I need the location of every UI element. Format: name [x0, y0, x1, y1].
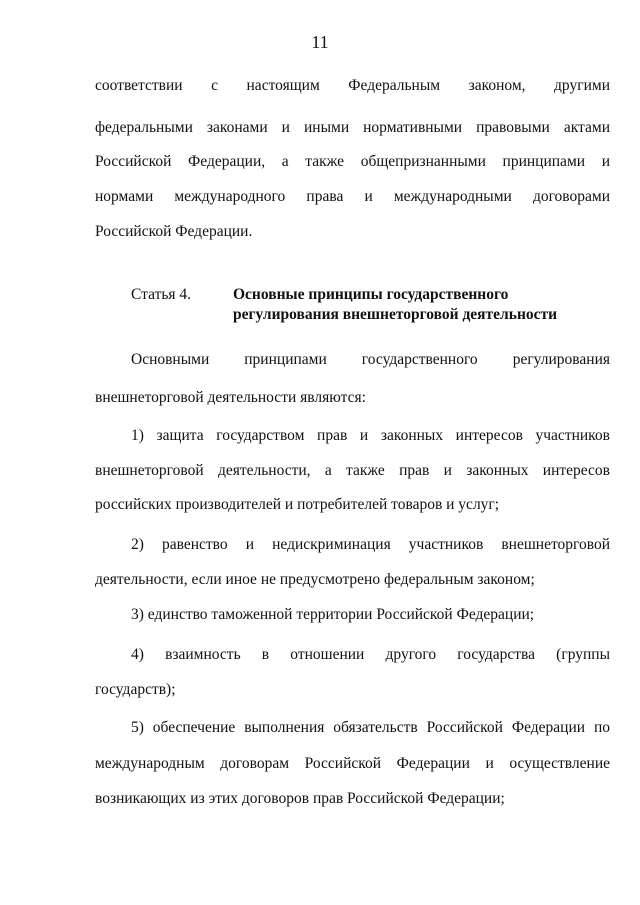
body-line-7: деятельности, если иное не предусмотрено федеральным законом; [95, 571, 535, 588]
intro-line-5: Российской Федерации. [95, 223, 253, 240]
body-line-10: государств); [95, 681, 176, 698]
body-line-12: международным договорам Российской Федерации и осуществление [95, 755, 610, 772]
body-line-1: Основными принципами государственного регулирования [131, 351, 610, 368]
body-line-2: внешнеторговой деятельности являются: [95, 389, 366, 406]
article-title-line-1: Основные принципы государственного [233, 286, 509, 303]
body-line-5: российских производителей и потребителей товаров и услуг; [95, 496, 500, 513]
body-line-13: возникающих из этих договоров прав Российской Федерации; [95, 790, 505, 807]
body-line-8: 3) единство таможенной территории Российской Федерации; [131, 606, 535, 623]
article-title [233, 285, 557, 325]
body-line-9: 4) взаимность в отношении другого государства (группы [131, 646, 610, 663]
intro-line-3: Российской Федерации, а также общепризнанными принципами и [95, 153, 610, 170]
body-line-4: внешнеторговой деятельности, а также прав и законных интересов [95, 462, 610, 479]
intro-line-2: федеральными законами и иными нормативными правовыми актами [95, 119, 610, 136]
body-line-3: 1) защита государством прав и законных интересов участников [131, 427, 610, 444]
page-number: 11 [311, 32, 329, 52]
intro-line-1: соответствии с настоящим Федеральным законом, другими [95, 77, 610, 94]
intro-line-4: нормами международного права и международными договорами [95, 188, 610, 205]
body-line-6: 2) равенство и недискриминация участников внешнеторговой [131, 536, 610, 553]
body-line-11: 5) обеспечение выполнения обязательств Российской Федерации по [131, 719, 610, 736]
article-title-line-2: регулирования внешнеторговой деятельности [233, 306, 558, 323]
article-label: Статья 4. [131, 286, 192, 303]
